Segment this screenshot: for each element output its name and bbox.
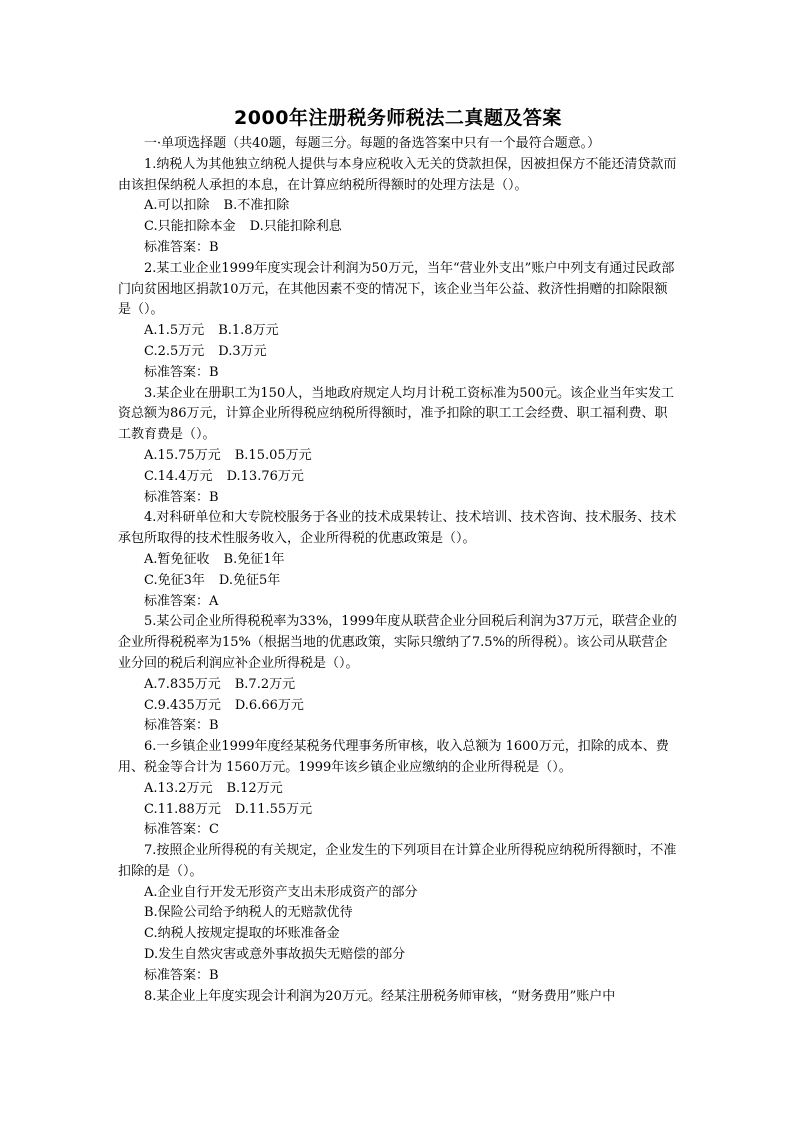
option-row	[118, 779, 678, 800]
option-row	[118, 342, 678, 363]
option-text: A.暂免征收	[144, 551, 210, 567]
standard-answer: 标准答案：C	[144, 822, 219, 838]
question-stem: 7.按照企业所得税的有关规定，企业发生的下列项目在计算企业所得税应纳税所得额时，不准扣除的是（）。	[118, 843, 677, 879]
question-stem: 6.一乡镇企业1999年度经某税务代理事务所审核，收入总额为 1600万元，扣除的成本、费用、税金等合计为 1560万元。1999年该乡镇企业应缴纳的企业所得税是（）。	[118, 739, 669, 775]
option-text: C.14.4万元	[144, 468, 213, 484]
option-text: B.不准扣除	[223, 198, 290, 214]
option-text: D.3万元	[218, 343, 267, 359]
option-text: A.15.75万元	[144, 447, 221, 463]
section-heading: 一·单项选择题（共40题，每题三分。每题的备选答案中只有一个最符合题意。）	[144, 136, 601, 151]
option-row	[118, 675, 678, 696]
option-text: C.9.435万元	[144, 697, 221, 713]
option-text: C.11.88万元	[144, 801, 221, 817]
option-row	[118, 571, 678, 592]
option-row	[118, 467, 678, 488]
option-row	[118, 903, 678, 924]
option-text: A.7.835万元	[144, 676, 221, 692]
option-row	[118, 321, 678, 342]
option-text: B.免征1年	[223, 551, 285, 567]
standard-answer: 标准答案：B	[144, 239, 219, 255]
option-text: D.13.76万元	[226, 468, 304, 484]
question-stem: 4.对科研单位和大专院校服务于各业的技术成果转让、技术培训、技术咨询、技术服务、技术承包所取得的技术性服务收入，企业所得税的优惠政策是（）。	[118, 510, 677, 547]
page-title: 2000年注册税务师税法二真题及答案	[234, 107, 562, 129]
question-item	[118, 155, 678, 259]
option-row	[118, 945, 678, 966]
option-row	[118, 217, 678, 238]
option-text: B.7.2万元	[234, 676, 296, 692]
option-text: C.免征3年	[144, 572, 205, 588]
document-page	[118, 104, 678, 1007]
question-stem: 2.某工业企业1999年度实现会计利润为50万元，当年“营业外支出”账户中列支有通过民政部门向贫困地区捐款10万元，在其他因素不变的情况下，该企业当年公益、救济性捐赠的扣除限额是（）。	[118, 260, 675, 318]
option-text: A.1.5万元	[144, 323, 205, 339]
option-text: B.15.05万元	[234, 447, 312, 463]
option-row	[118, 696, 678, 717]
option-text: B.保险公司给予纳税人的无赔款优待	[144, 905, 353, 921]
option-text: D.6.66万元	[234, 697, 304, 713]
option-text: C.只能扣除本金	[144, 219, 236, 235]
question-item	[118, 841, 678, 987]
option-row	[118, 800, 678, 821]
option-text: C.纳税人按规定提取的坏账准备金	[144, 926, 340, 942]
question-list	[118, 155, 678, 1008]
question-item	[118, 987, 678, 1008]
option-text: A.可以扣除	[144, 198, 210, 214]
option-row	[118, 446, 678, 467]
question-item	[118, 384, 678, 509]
standard-answer: 标准答案：B	[144, 489, 219, 505]
question-stem: 5.某公司企业所得税税率为33%，1999年度从联营企业分回税后利润为37万元，联营企业的企业所得税税率为15%（根据当地的优惠政策，实际只缴纳了7.5%的所得税）。该公司从联营企业分回的税后利润应补企业所得税是（）。	[118, 614, 677, 671]
option-row	[118, 196, 678, 217]
standard-answer: 标准答案：A	[144, 593, 219, 609]
option-text: B.1.8万元	[218, 323, 279, 339]
option-text: D.只能扣除利息	[249, 219, 342, 235]
option-text: A.13.2万元	[144, 780, 213, 796]
standard-answer: 标准答案：B	[144, 364, 219, 380]
option-row	[118, 550, 678, 571]
question-stem: 8.某企业上年度实现会计利润为20万元。经某注册税务师审核，“财务费用”账户中	[144, 988, 616, 1004]
option-text: D.发生自然灾害或意外事故损失无赔偿的部分	[144, 947, 406, 963]
option-row	[118, 883, 678, 904]
question-stem: 3.某企业在册职工为150人，当地政府规定人均月计税工资标准为500元。该企业当年实发工资总额为86万元，计算企业所得税应纳税所得额时，准予扣除的职工工会经费、职工福利费、职工教育费是（）。	[118, 385, 675, 443]
option-text: B.12万元	[226, 780, 283, 796]
option-text: D.免征5年	[218, 572, 281, 588]
option-row	[118, 924, 678, 945]
question-item	[118, 259, 678, 384]
option-text: A.企业自行开发无形资产支出未形成资产的部分	[144, 884, 418, 900]
question-item	[118, 612, 678, 737]
question-item	[118, 737, 678, 841]
option-text: C.2.5万元	[144, 343, 205, 359]
standard-answer: 标准答案：B	[144, 718, 219, 734]
question-item	[118, 508, 678, 612]
option-text: D.11.55万元	[234, 801, 313, 817]
question-stem: 1.纳税人为其他独立纳税人提供与本身应税收入无关的贷款担保，因被担保方不能还清贷款而由该担保纳税人承担的本息，在计算应纳税所得额时的处理方法是（）。	[118, 156, 677, 193]
standard-answer: 标准答案：B	[144, 967, 219, 983]
